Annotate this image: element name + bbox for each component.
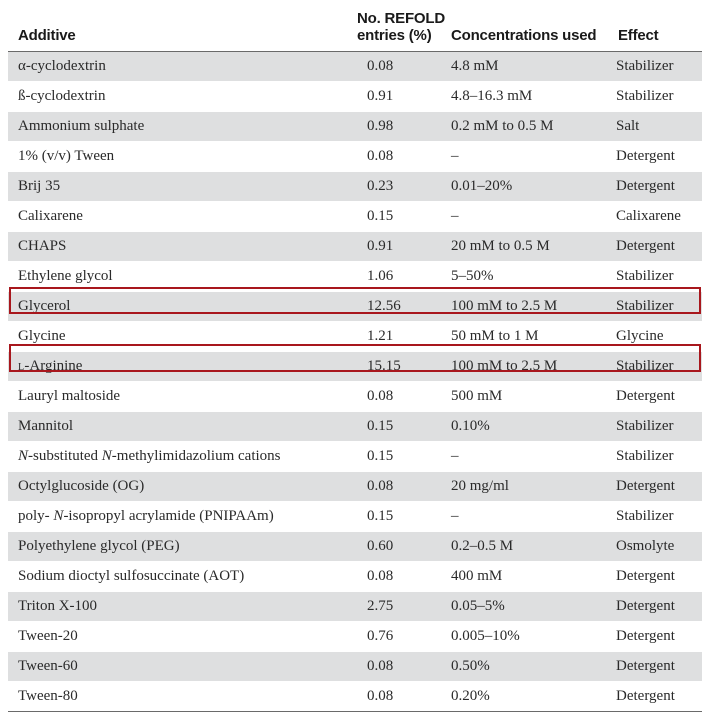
table-row	[8, 502, 702, 532]
cell-effect: Detergent	[616, 682, 702, 712]
table-row-glycerol	[8, 292, 702, 322]
cell-concentration: 0.2 mM to 0.5 M	[449, 112, 616, 142]
cell-effect: Stabilizer	[616, 412, 702, 442]
cell-effect: Detergent	[616, 652, 702, 682]
cell-entries: 1.06	[331, 262, 449, 292]
table-row	[8, 322, 702, 352]
cell-additive: Brij 35	[8, 172, 331, 202]
cell-concentration: 100 mM to 2.5 M	[449, 292, 616, 322]
cell-effect: Stabilizer	[616, 52, 702, 82]
cell-concentration: –	[449, 202, 616, 232]
table-row	[8, 52, 702, 82]
cell-entries: 1.21	[331, 322, 449, 352]
cell-concentration: 0.10%	[449, 412, 616, 442]
table-row-arginine	[8, 352, 702, 382]
header-refold-entries	[331, 0, 449, 52]
cell-effect: Detergent	[616, 172, 702, 202]
cell-additive: Glycerol	[8, 292, 331, 322]
cell-concentration: 5–50%	[449, 262, 616, 292]
italic-n: N	[18, 448, 29, 464]
cell-effect: Stabilizer	[616, 292, 702, 322]
cell-additive: Ethylene glycol	[8, 262, 331, 292]
header-additive: Additive	[8, 0, 331, 52]
cell-entries: 0.08	[331, 142, 449, 172]
cell-additive: Polyethylene glycol (PEG)	[8, 532, 331, 562]
cell-effect: Stabilizer	[616, 82, 702, 112]
cell-effect: Salt	[616, 112, 702, 142]
table-row	[8, 472, 702, 502]
cell-effect: Detergent	[616, 592, 702, 622]
cell-concentration: –	[449, 442, 616, 472]
cell-entries: 0.23	[331, 172, 449, 202]
cell-entries: 0.08	[331, 52, 449, 82]
cell-concentration: 0.50%	[449, 652, 616, 682]
italic-n: N	[101, 448, 112, 464]
header-row	[8, 0, 702, 52]
cell-additive	[8, 442, 331, 472]
cell-entries: 0.15	[331, 502, 449, 532]
cell-concentration: 0.005–10%	[449, 622, 616, 652]
cell-effect: Detergent	[616, 472, 702, 502]
table-row	[8, 232, 702, 262]
cell-additive: CHAPS	[8, 232, 331, 262]
table-row	[8, 142, 702, 172]
cell-additive: Tween-20	[8, 622, 331, 652]
cell-entries: 0.91	[331, 82, 449, 112]
cell-entries: 0.60	[331, 532, 449, 562]
cell-entries: 0.15	[331, 412, 449, 442]
header-effect: Effect	[616, 0, 702, 52]
cell-concentration: –	[449, 502, 616, 532]
cell-additive: Mannitol	[8, 412, 331, 442]
cell-effect: Calixarene	[616, 202, 702, 232]
table-row	[8, 652, 702, 682]
cell-entries: 0.08	[331, 682, 449, 712]
additive-pre: poly-	[18, 508, 54, 524]
cell-effect: Stabilizer	[616, 352, 702, 382]
table-body	[8, 52, 702, 712]
cell-effect: Glycine	[616, 322, 702, 352]
cell-effect: Stabilizer	[616, 502, 702, 532]
additive-rest: -Arginine	[24, 358, 83, 374]
table-row	[8, 442, 702, 472]
cell-concentration: 0.20%	[449, 682, 616, 712]
italic-n: N	[53, 508, 64, 524]
cell-additive	[8, 502, 331, 532]
cell-concentration: 20 mM to 0.5 M	[449, 232, 616, 262]
cell-effect: Stabilizer	[616, 442, 702, 472]
cell-concentration: –	[449, 142, 616, 172]
table-header	[8, 0, 702, 52]
header-refold-entries-line2: entries (%)	[357, 27, 432, 44]
table-row	[8, 682, 702, 712]
cell-effect: Detergent	[616, 562, 702, 592]
header-refold-entries-line1: No. REFOLD	[357, 10, 445, 27]
cell-concentration: 400 mM	[449, 562, 616, 592]
table-row	[8, 622, 702, 652]
table-row	[8, 562, 702, 592]
cell-entries: 0.08	[331, 562, 449, 592]
table-row	[8, 592, 702, 622]
cell-effect: Detergent	[616, 142, 702, 172]
cell-additive: Sodium dioctyl sulfosuccinate (AOT)	[8, 562, 331, 592]
cell-additive: Triton X-100	[8, 592, 331, 622]
cell-additive: Octylglucoside (OG)	[8, 472, 331, 502]
cell-effect: Detergent	[616, 622, 702, 652]
cell-effect: Osmolyte	[616, 532, 702, 562]
cell-effect: Detergent	[616, 382, 702, 412]
cell-additive: α-cyclodextrin	[8, 52, 331, 82]
table-row	[8, 202, 702, 232]
cell-entries: 12.56	[331, 292, 449, 322]
small-caps-l: L	[18, 362, 25, 373]
cell-additive: ß-cyclodextrin	[8, 82, 331, 112]
cell-entries: 15.15	[331, 352, 449, 382]
cell-entries: 0.08	[331, 652, 449, 682]
header-concentrations: Concentrations used	[449, 0, 616, 52]
cell-additive: Tween-80	[8, 682, 331, 712]
cell-concentration: 20 mg/ml	[449, 472, 616, 502]
cell-concentration: 0.01–20%	[449, 172, 616, 202]
cell-concentration: 0.05–5%	[449, 592, 616, 622]
additive-mid: -substituted	[28, 448, 102, 464]
cell-effect: Stabilizer	[616, 262, 702, 292]
table-row	[8, 172, 702, 202]
cell-concentration: 4.8 mM	[449, 52, 616, 82]
cell-additive: Lauryl maltoside	[8, 382, 331, 412]
table-row	[8, 112, 702, 142]
cell-concentration: 0.2–0.5 M	[449, 532, 616, 562]
cell-additive: Calixarene	[8, 202, 331, 232]
additive-rest: -methylimidazolium cations	[111, 448, 281, 464]
cell-entries: 0.15	[331, 442, 449, 472]
cell-additive: Tween-60	[8, 652, 331, 682]
additives-table	[8, 0, 702, 712]
cell-concentration: 50 mM to 1 M	[449, 322, 616, 352]
cell-entries: 0.98	[331, 112, 449, 142]
cell-additive: 1% (v/v) Tween	[8, 142, 331, 172]
table-row	[8, 82, 702, 112]
cell-concentration: 4.8–16.3 mM	[449, 82, 616, 112]
cell-entries: 0.08	[331, 472, 449, 502]
cell-concentration: 500 mM	[449, 382, 616, 412]
cell-additive	[8, 352, 331, 382]
table-row	[8, 262, 702, 292]
cell-entries: 0.15	[331, 202, 449, 232]
table-row	[8, 412, 702, 442]
table-row	[8, 382, 702, 412]
cell-additive: Ammonium sulphate	[8, 112, 331, 142]
table-row	[8, 532, 702, 562]
cell-entries: 0.08	[331, 382, 449, 412]
additive-rest: -isopropyl acrylamide (PNIPAAm)	[63, 508, 274, 524]
cell-additive: Glycine	[8, 322, 331, 352]
cell-entries: 2.75	[331, 592, 449, 622]
cell-entries: 0.76	[331, 622, 449, 652]
cell-concentration: 100 mM to 2.5 M	[449, 352, 616, 382]
cell-effect: Detergent	[616, 232, 702, 262]
cell-entries: 0.91	[331, 232, 449, 262]
